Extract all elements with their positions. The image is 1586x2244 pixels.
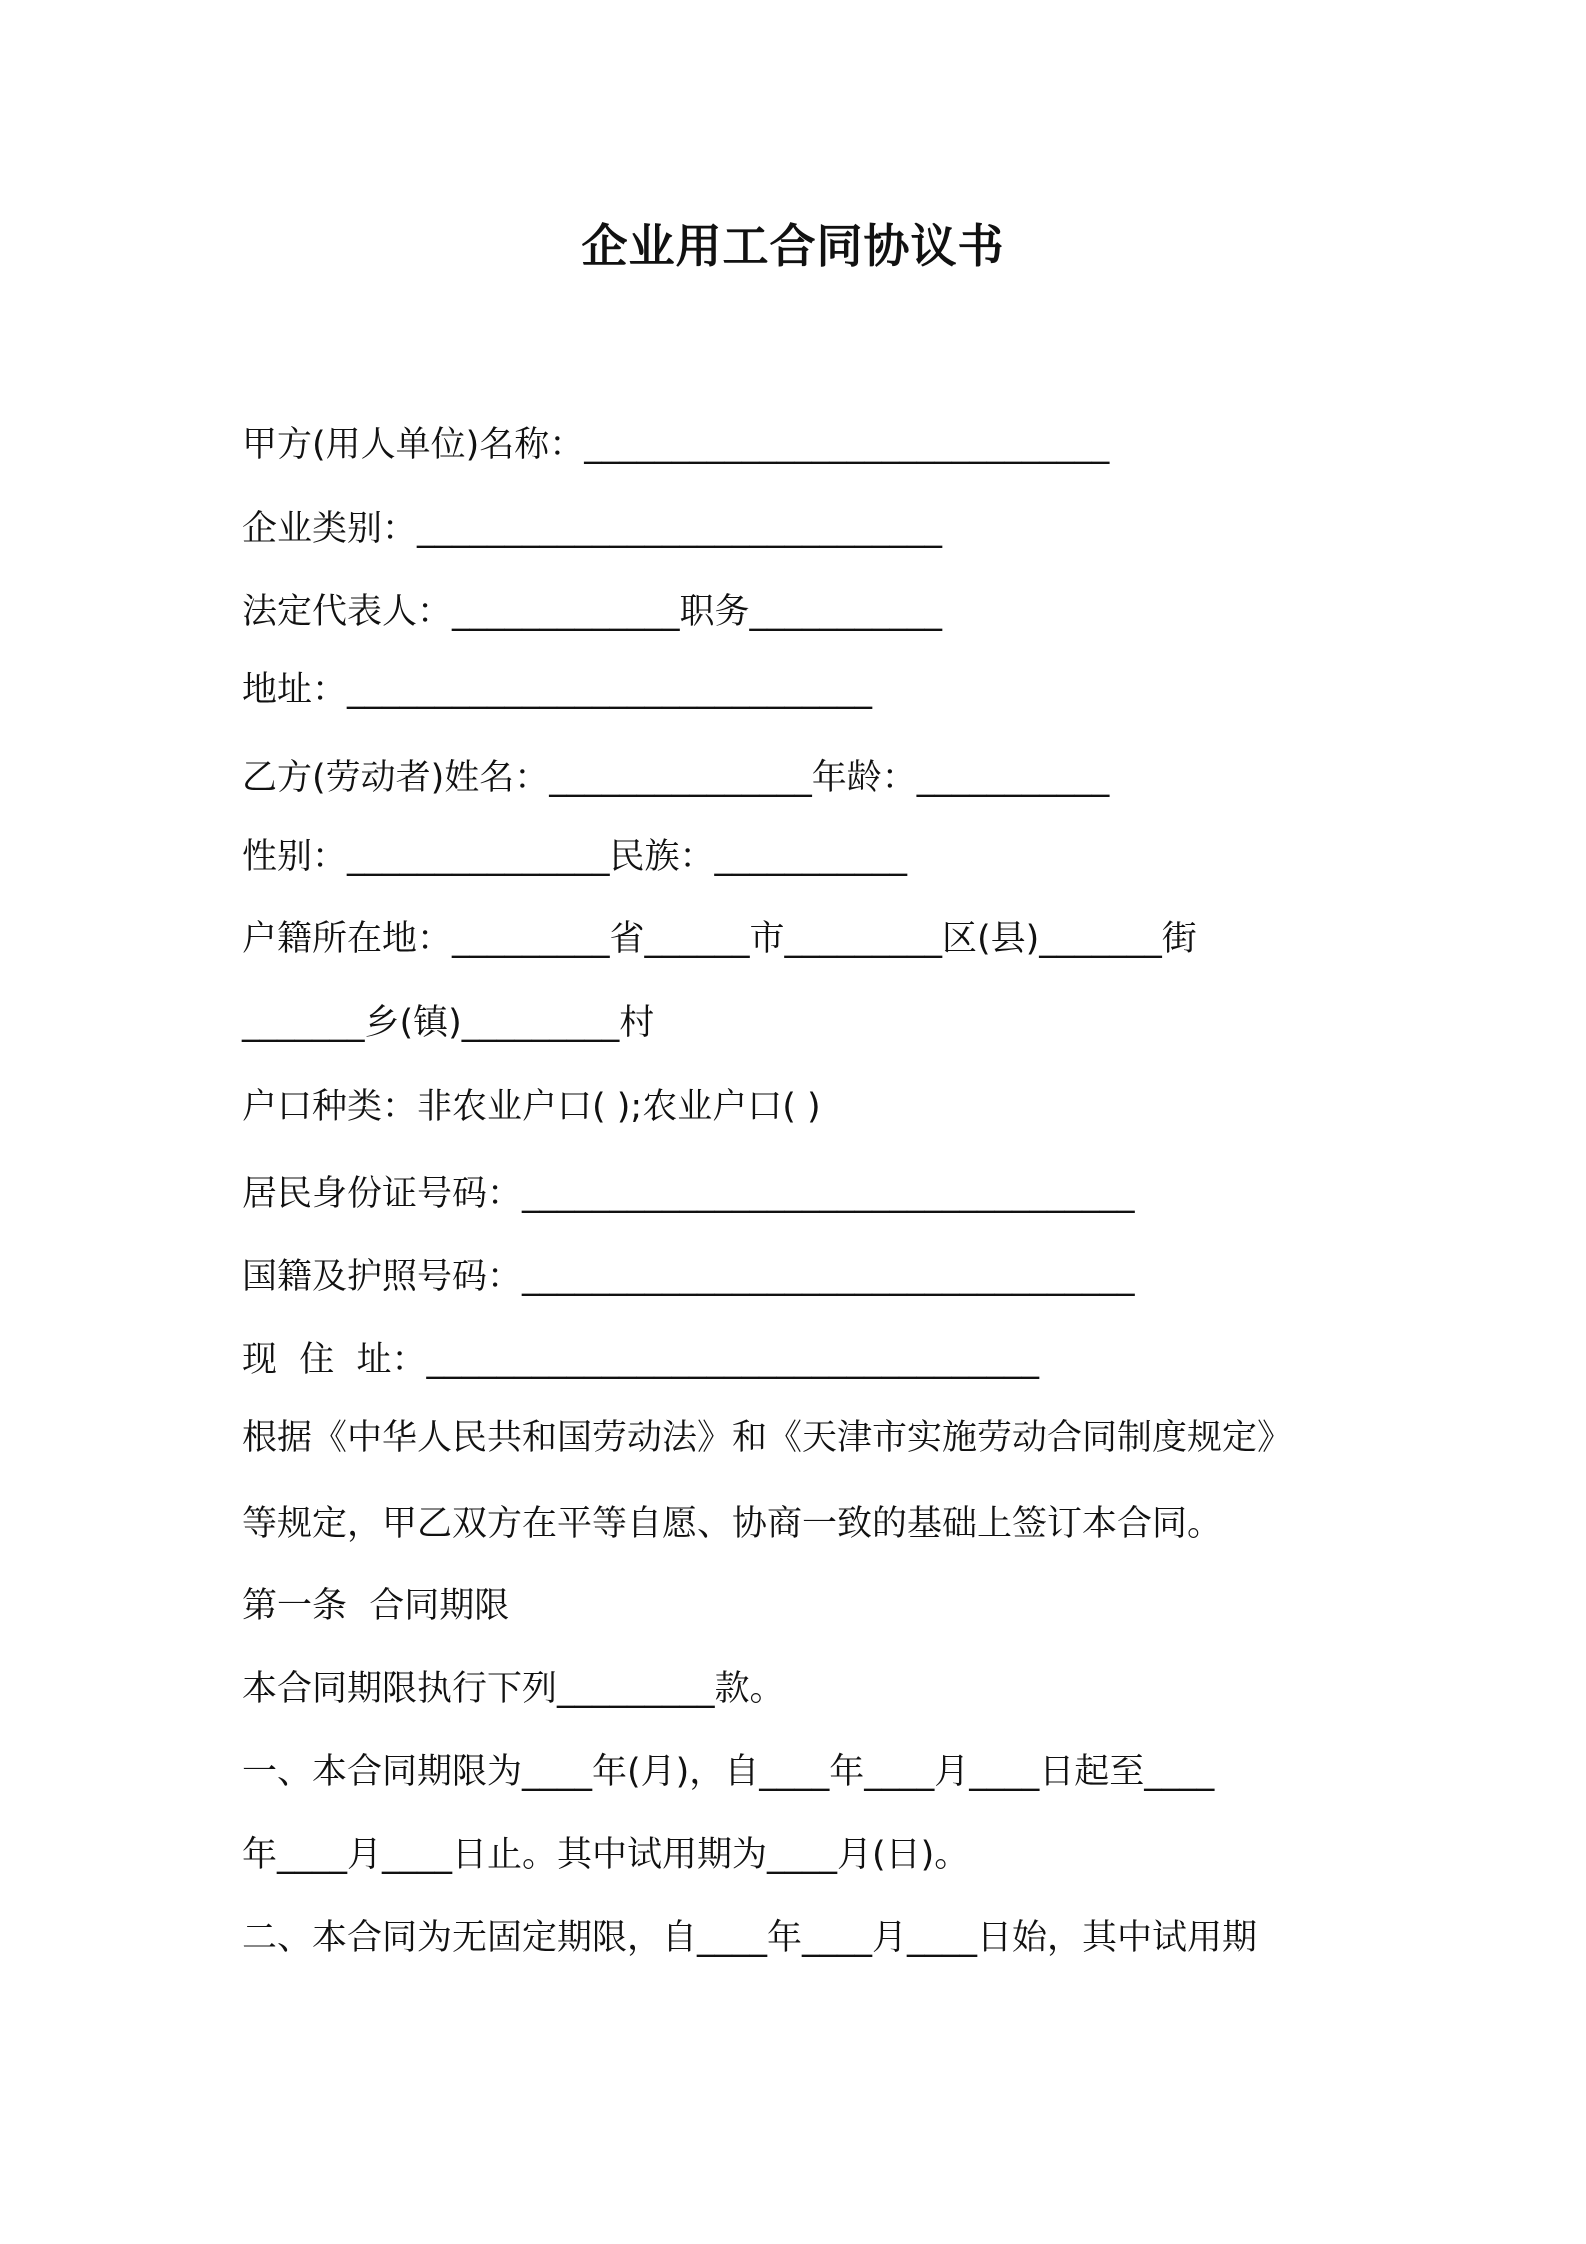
document-title: 企业用工合同协议书 (581, 219, 1005, 273)
enterprise-category-line: 企业类别：______________________________ (242, 509, 943, 549)
open-term-line: 二、本合同为无固定期限，自____年____月____日始，其中试用期 (242, 1918, 1258, 1958)
township-village-line: _______乡(镇)_________村 (242, 1003, 655, 1043)
fixed-term-line-2: 年____月____日止。其中试用期为____月(日)。 (242, 1835, 970, 1875)
nationality-passport-line: 国籍及护照号码：___________________________________ (242, 1257, 1135, 1297)
gender-ethnicity-line: 性别：_______________民族：___________ (242, 837, 908, 877)
preamble-line-1: 根据《中华人民共和国劳动法》和《天津市实施劳动合同制度规定》 (242, 1418, 1293, 1458)
employer-name-line: 甲方(用人单位)名称：______________________________ (242, 425, 1110, 465)
preamble-line-2: 等规定，甲乙双方在平等自愿、协商一致的基础上签订本合同。 (242, 1504, 1223, 1544)
legal-representative-line: 法定代表人：_____________职务___________ (242, 592, 943, 632)
employee-name-age-line: 乙方(劳动者)姓名：_______________年龄：___________ (242, 758, 1110, 798)
household-type-line: 户口种类：非农业户口( );农业户口( ) (242, 1087, 821, 1127)
current-address-line: 现 住 址：___________________________________ (242, 1340, 1040, 1380)
employer-address-line: 地址：______________________________ (242, 670, 873, 710)
id-number-line: 居民身份证号码：___________________________________ (242, 1174, 1135, 1214)
contract-term-clause: 本合同期限执行下列_________款。 (242, 1669, 785, 1709)
household-registration-line: 户籍所在地：_________省______市_________区(县)_______街 (242, 919, 1197, 959)
article-one-heading: 第一条 合同期限 (242, 1586, 510, 1626)
fixed-term-line-1: 一、本合同期限为____年(月)，自____年____月____日起至____ (242, 1752, 1215, 1792)
